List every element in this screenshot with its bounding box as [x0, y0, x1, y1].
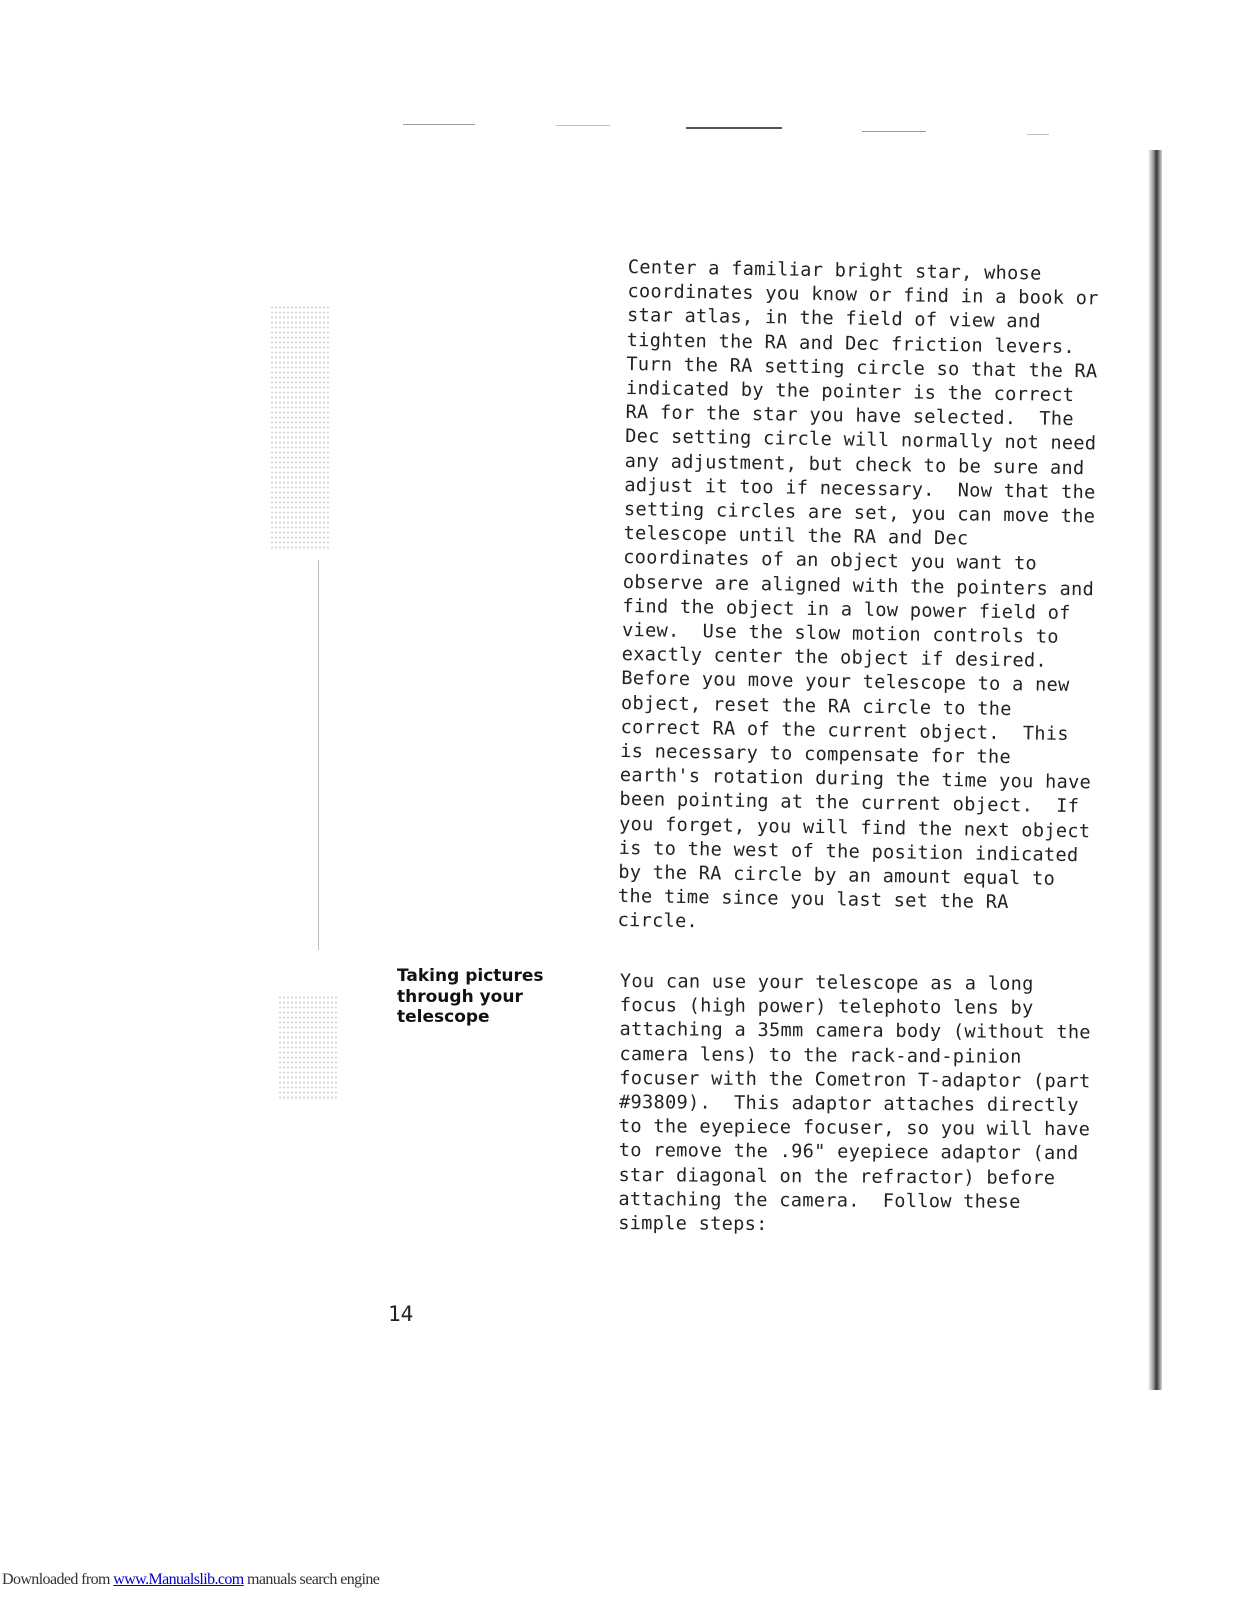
body-paragraph-taking-pictures: You can use your telescope as a long focus (high power) telephoto lens by attaching a 35mm camera body (without the camera lens) to the rack-and-pinion focuser with the Cometron T-adaptor (part #93809). This adaptor attaches directly to the eyepiece focuser, so you will have to remove the .96" eyepiece adaptor (and star diagonal on the refractor) before attaching the camera. Follow these simple steps: [618, 971, 1091, 1236]
scan-artifact-line [1027, 134, 1049, 135]
body-paragraph-setting-circles: Center a familiar bright star, whose coordinates you know or find in a book or star atlas, in the field of view and tighten the RA and Dec friction levers. Turn the RA setting circle so that the RA indicated by the pointer is the correct RA for the star you have selected. The Dec setting circle will normally not need any adjustment, but check to be sure and adjust it too if necessary. Now that the setting circles are set, you can move the telescope until the RA and Dec coordinates of an object you want to observe are aligned with the pointers and find the object in a low power field of view. Use the slow motion controls to exactly center the object if desired. Before you move your telescope to a new object, reset the RA circle to the correct RA of the current object. This is necessary to compensate for the earth's rotation during the time you have been pointing at the current object. If you forget, you will find the next object is to the west of the position indicated by the RA circle by an amount equal to the time since you last set the RA circle. [617, 256, 1099, 933]
scan-edge-shadow [1148, 150, 1162, 1390]
footer-suffix: manuals search engine [243, 1571, 380, 1588]
footer-prefix: Downloaded from [2, 1571, 114, 1588]
page-number: 14 [388, 1302, 414, 1326]
scan-artifact-line [686, 127, 782, 129]
scan-artifact-line [556, 125, 610, 126]
scan-speckle [270, 305, 330, 550]
scan-artifact-line [862, 131, 926, 132]
section-heading: Taking pictures through your telescope [397, 966, 544, 1027]
scan-artifact-line [403, 124, 475, 125]
scan-artifact-line [318, 560, 319, 950]
scan-speckle [278, 995, 338, 1100]
download-footer [2, 1571, 379, 1589]
manualslib-link[interactable]: www.Manualslib.com [113, 1571, 244, 1588]
